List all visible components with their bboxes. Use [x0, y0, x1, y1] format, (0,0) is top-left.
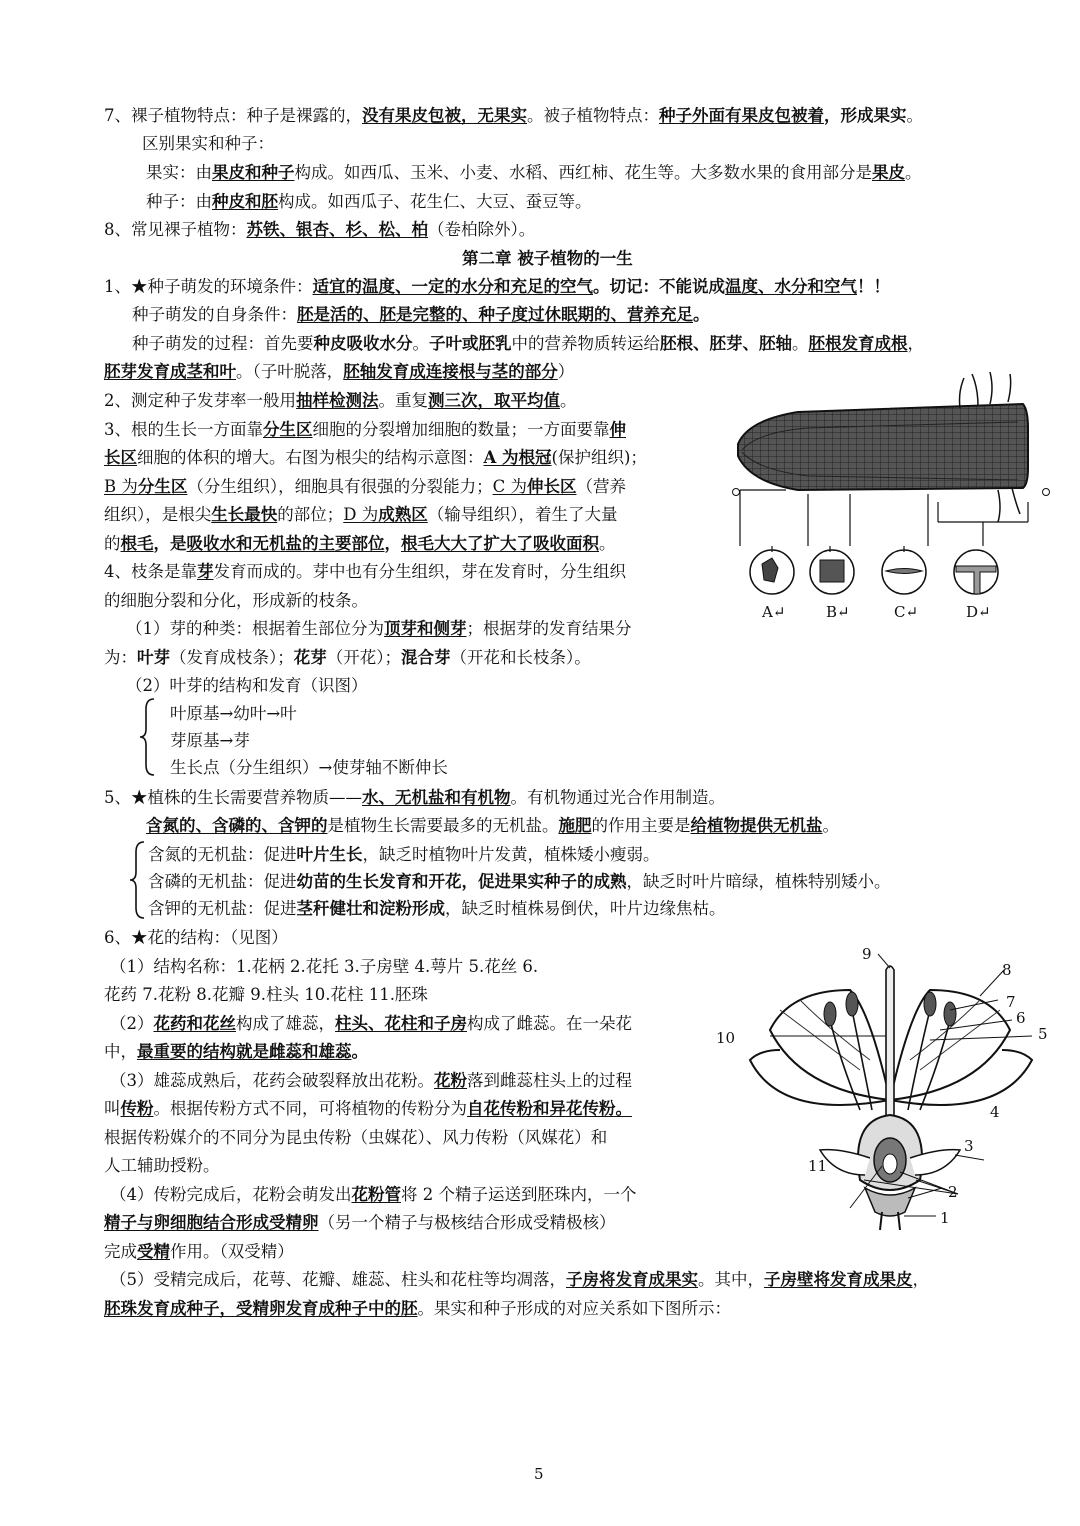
line-c4-b3: 生长点（分生组织）→使芽轴不断伸长	[170, 758, 448, 777]
flower-label-3: 3	[964, 1137, 974, 1155]
line-c1-3: 种子萌发的过程：首先要种皮吸收水分。子叶或胚乳中的营养物质转运给胚根、胚芽、胚轴。胚根发育成根，	[132, 334, 924, 353]
root-label-a: A↵	[762, 603, 786, 621]
line-c5-n: 含氮的无机盐：促进叶片生长，缺乏时植物叶片发黄，植株矮小瘦弱。	[148, 845, 660, 864]
line-c4-b1: 叶原基→幼叶→叶	[170, 704, 297, 723]
line-c6-q4b: 精子与卵细胞结合形成受精卵（另一个精子与极核结合形成受精极核）	[104, 1213, 616, 1232]
flower-label-5: 5	[1038, 1025, 1048, 1043]
root-label-b: B↵	[826, 603, 850, 621]
line-c6-q4c: 完成受精作用。（双受精）	[104, 1242, 294, 1261]
line-c6-q4: （4）传粉完成后，花粉会萌发出花粉管将 2 个精子运送到胚珠内，一个	[110, 1185, 637, 1204]
line-c4-3: （1）芽的种类：根据着生部位分为顶芽和侧芽；根据芽的发育结果分	[126, 619, 632, 638]
line-s7-1: 7、裸子植物特点：种子是裸露的，没有果皮包被，无果实。被子植物特点：种子外面有果皮包被着，形成果实。	[104, 106, 923, 125]
line-c6-q1b: 花药 7.花粉 8.花瓣 9.柱头 10.花柱 11.胚珠	[104, 985, 428, 1004]
line-c3-2: 长区细胞的体积的增大。右图为根尖的结构示意图：A 为根冠(保护组织)；	[104, 448, 647, 467]
line-c6-q3d: 人工辅助授粉。	[104, 1156, 220, 1175]
line-c4-b2: 芽原基→芽	[170, 731, 250, 750]
flower-label-1: 1	[940, 1209, 950, 1227]
line-c6-q2b: 中，最重要的结构就是雌蕊和雄蕊。	[104, 1042, 368, 1061]
line-c6-q3c: 根据传粉媒介的不同分为昆虫传粉（虫媒花）、风力传粉（风媒花）和	[104, 1128, 608, 1147]
line-c4-1: 4、枝条是靠芽发育而成的。芽中也有分生组织，芽在发育时，分生组织	[104, 562, 626, 581]
line-c1-4: 胚芽发育成茎和叶。（子叶脱落，胚轴发育成连接根与茎的部分）	[104, 362, 575, 381]
flower-label-8: 8	[1002, 961, 1012, 979]
root-label-d: D↵	[966, 603, 991, 621]
line-c4-2: 的细胞分裂和分化，形成新的枝条。	[104, 591, 368, 610]
line-c6-q5: （5）受精完成后，花萼、花瓣、雄蕊、柱头和花柱等均凋落，子房将发育成果实。其中，子房壁将发育成果皮，	[110, 1270, 929, 1289]
flower-label-6: 6	[1016, 1009, 1026, 1027]
line-c5-p: 含磷的无机盐：促进幼苗的生长发育和开花，促进果实种子的成熟，缺乏时叶片暗绿，植株特别矮小。	[148, 872, 891, 891]
left-brace-icon	[128, 840, 148, 920]
line-c3-5: 的根毛，是吸收水和无机盐的主要部位，根毛大大了扩大了吸收面积。	[104, 534, 616, 553]
line-c5-1: 5、★植株的生长需要营养物质——水、无机盐和有机物。有机物通过光合作用制造。	[104, 788, 725, 807]
line-s8: 8、常见裸子植物：苏铁、银杏、杉、松、柏（卷柏除外）。	[104, 220, 536, 239]
chapter-title: 第二章 被子植物的一生	[462, 249, 633, 268]
flower-label-2: 2	[948, 1183, 958, 1201]
flower-label-7: 7	[1006, 993, 1016, 1011]
line-s7-2: 区别果实和种子：	[142, 134, 274, 153]
line-c6-q1a: （1）结构名称：1.花柄 2.花托 3.子房壁 4.萼片 5.花丝 6.	[110, 957, 539, 976]
line-c5-k: 含钾的无机盐：促进茎秆健壮和淀粉形成，缺乏时植株易倒伏，叶片边缘焦枯。	[148, 899, 726, 918]
root-tip-figure	[728, 372, 1058, 622]
flower-structure-figure	[740, 950, 1040, 1230]
line-s7-3: 果实：由果皮和种子构成。如西瓜、玉米、小麦、水稻、西红柿、花生等。大多数水果的食用部分是果皮。	[146, 163, 922, 182]
line-c3-4: 组织），是根尖生长最快的部位；D 为成熟区（输导组织），着生了大量	[104, 505, 618, 524]
line-c2: 2、测定种子发芽率一般用抽样检测法。重复测三次，取平均值。	[104, 391, 577, 410]
line-s7-4: 种子：由种皮和胚构成。如西瓜子、花生仁、大豆、蚕豆等。	[146, 192, 592, 211]
line-c4-4: 为：叶芽（发育成枝条）；花芽（开花）；混合芽（开花和长枝条）。	[104, 648, 591, 667]
line-c3-1: 3、根的生长一方面靠分生区细胞的分裂增加细胞的数量；一方面要靠伸	[104, 420, 626, 439]
line-c3-3: B 为分生区（分生组织），细胞具有很强的分裂能力；C 为伸长区（营养	[104, 477, 626, 496]
line-c6-q3b: 叫传粉。根据传粉方式不同，可将植物的传粉分为自花传粉和异花传粉。	[104, 1099, 632, 1118]
flower-label-11: 11	[808, 1157, 828, 1175]
flower-label-9: 9	[862, 945, 872, 963]
line-c1-2: 种子萌发的自身条件：胚是活的、胚是完整的、种子度过休眠期的、营养充足。	[132, 305, 710, 324]
line-c6-q3: （3）雄蕊成熟后，花药会破裂释放出花粉。花粉落到雌蕊柱头上的过程	[110, 1071, 632, 1090]
page-number: 5	[534, 1465, 544, 1483]
root-label-c: C↵	[894, 603, 919, 621]
flower-label-10: 10	[716, 1029, 736, 1047]
line-c6-q5b: 胚珠发育成种子，受精卵发育成种子中的胚。果实和种子形成的对应关系如下图所示：	[104, 1299, 731, 1318]
left-brace-icon	[138, 697, 158, 777]
flower-label-4: 4	[990, 1103, 1000, 1121]
line-c6-q2: （2）花药和花丝构成了雄蕊，柱头、花柱和子房构成了雌蕊。在一朵花	[110, 1014, 632, 1033]
line-c1-1: 1、★种子萌发的环境条件：适宜的温度、一定的水分和充足的空气。切记：不能说成温度、水分和空气！！	[104, 277, 890, 296]
line-c5-2: 含氮的、含磷的、含钾的是植物生长需要最多的无机盐。施肥的作用主要是给植物提供无机盐。	[146, 816, 839, 835]
line-c4-5: （2）叶芽的结构和发育（识图）	[126, 676, 368, 695]
line-c6-title: 6、★花的结构：（见图）	[104, 928, 288, 947]
